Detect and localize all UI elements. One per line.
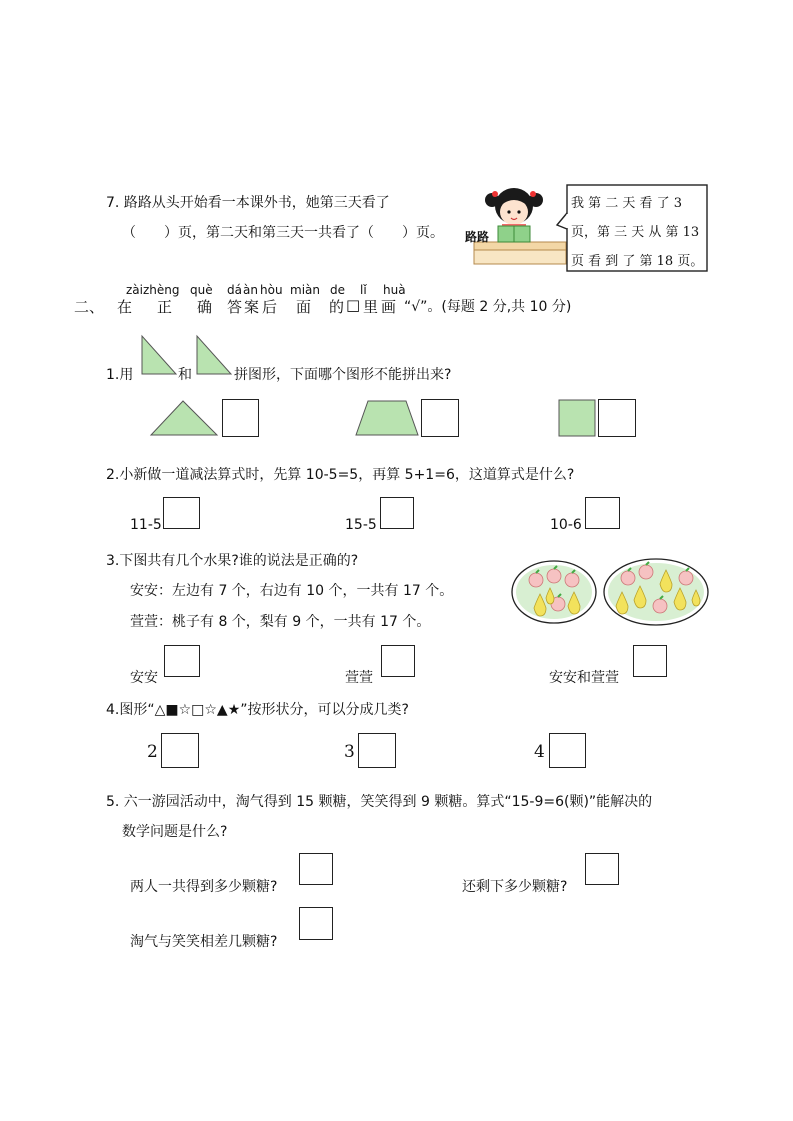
q2-question: 2.小新做一道减法算式时，先算 10-5=5，再算 5+1=6，这道算式是什么? xyxy=(106,467,575,483)
q5-line2: 数学问题是什么? xyxy=(122,824,228,840)
answer-box-q3-c[interactable] xyxy=(633,645,667,677)
answer-box-q5-a[interactable] xyxy=(299,853,333,885)
q4-question: 4.图形“△■☆□☆▲★”按形状分，可以分成几类? xyxy=(106,702,409,718)
triangle-shape-option xyxy=(149,399,219,437)
char-da: 答 xyxy=(227,298,243,316)
pinyin-de: de xyxy=(330,283,345,297)
pinyin-zai: zài xyxy=(126,283,143,297)
char-hua: 画 xyxy=(381,298,397,316)
girl-reading-illustration xyxy=(468,182,568,266)
q5-option-c: 淘气与笑笑相差几颗糖? xyxy=(130,934,278,950)
bubble-line1: 我 第 二 天 看 了 3 xyxy=(571,196,683,211)
q3-option-c: 安安和萱萱 xyxy=(549,670,619,686)
q2-option-a: 11-5 xyxy=(130,517,162,533)
fruit-plates-illustration xyxy=(510,556,710,628)
q3-statement-a: 安安：左边有 7 个，右边有 10 个，一共有 17 个。 xyxy=(130,583,454,599)
q4-option-c: 4 xyxy=(534,742,545,762)
q7-line2: （ ）页，第二天和第三天一共看了（ ）页。 xyxy=(122,225,444,241)
answer-box-q1-triangle[interactable] xyxy=(222,399,259,437)
q7-name-label: 路路 xyxy=(465,230,490,244)
pinyin-an: àn xyxy=(243,283,258,297)
answer-box-q2-b[interactable] xyxy=(380,497,414,529)
pinyin-hou: hòu xyxy=(260,283,283,297)
q1-prefix: 1.用 xyxy=(106,367,134,383)
q3-statement-b: 萱萱：桃子有 8 个，梨有 9 个，一共有 17 个。 xyxy=(130,614,431,630)
char-an: 案 xyxy=(244,298,260,316)
q2-option-c: 10-6 xyxy=(550,517,582,533)
char-que: 确 xyxy=(197,298,213,316)
answer-box-q3-b[interactable] xyxy=(381,645,415,677)
q3-question: 3.下图共有几个水果?谁的说法是正确的? xyxy=(106,553,359,569)
q3-option-a: 安安 xyxy=(130,670,158,686)
answer-box-q4-b[interactable] xyxy=(358,733,396,768)
pinyin-hua: huà xyxy=(383,283,406,297)
q4-option-b: 3 xyxy=(344,742,355,762)
answer-box-q4-c[interactable] xyxy=(549,733,586,768)
right-triangle-icon xyxy=(195,334,233,376)
q2-option-b: 15-5 xyxy=(345,517,377,533)
answer-box-q2-c[interactable] xyxy=(585,497,620,529)
square-shape-option xyxy=(558,399,596,437)
char-li: 里 xyxy=(363,298,379,316)
answer-box-q1-square[interactable] xyxy=(598,399,636,437)
pinyin-zheng: zhèng xyxy=(143,283,180,297)
answer-box-q2-a[interactable] xyxy=(163,497,200,529)
q7-line1: 7. 路路从头开始看一本课外书，她第三天看了 xyxy=(106,195,390,211)
answer-box-q4-a[interactable] xyxy=(161,733,199,768)
char-zai: 在 xyxy=(117,298,133,316)
char-de: 的 xyxy=(329,298,345,316)
q4-option-a: 2 xyxy=(147,742,158,762)
answer-box-q5-b[interactable] xyxy=(585,853,619,885)
answer-box-q3-a[interactable] xyxy=(164,645,200,677)
answer-box-q1-trapezoid[interactable] xyxy=(421,399,459,437)
section2-title-rest: “√”。(每题 2 分,共 10 分) xyxy=(404,299,572,315)
bubble-line2: 页，第 三 天 从 第 13 xyxy=(571,225,700,240)
char-box: □ xyxy=(346,296,361,314)
q1-and: 和 xyxy=(178,367,192,383)
char-zheng: 正 xyxy=(157,298,173,316)
q5-option-b: 还剩下多少颗糖? xyxy=(462,879,568,895)
char-mian: 面 xyxy=(296,298,312,316)
q5-option-a: 两人一共得到多少颗糖? xyxy=(130,879,278,895)
q1-suffix: 拼图形，下面哪个图形不能拼出来? xyxy=(234,367,452,383)
section2-number: 二、 xyxy=(74,298,105,316)
char-hou: 后 xyxy=(262,298,278,316)
bubble-line3: 页 看 到 了 第 18 页。 xyxy=(571,254,704,269)
pinyin-mian: miàn xyxy=(290,283,320,297)
answer-box-q5-c[interactable] xyxy=(299,907,333,940)
pinyin-li: lǐ xyxy=(360,283,367,297)
trapezoid-shape-option xyxy=(354,399,420,437)
pinyin-da: dá xyxy=(227,283,242,297)
pinyin-que: què xyxy=(190,283,213,297)
q5-line1: 5. 六一游园活动中，淘气得到 15 颗糖，笑笑得到 9 颗糖。算式“15-9=6(颗)”能解决的 xyxy=(106,794,653,810)
q3-option-b: 萱萱 xyxy=(345,670,373,686)
right-triangle-icon xyxy=(140,334,178,376)
